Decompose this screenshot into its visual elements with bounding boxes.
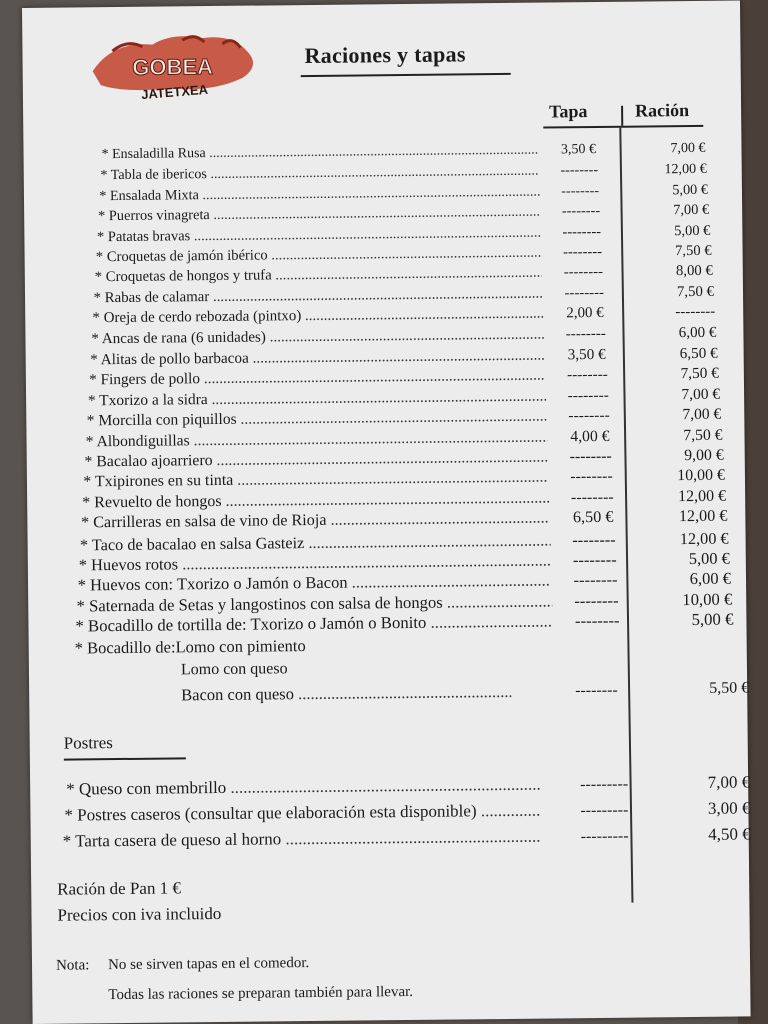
- menu-item-name: * Txipirones en su tinta .....: [83, 469, 548, 492]
- menu-item-name: * Saternada de Setas y langostinos con salsa de hongos .....: [76, 591, 552, 616]
- menu-item-tapa-price: --------: [561, 203, 601, 220]
- menu-item-tapa-price: --------: [574, 610, 620, 631]
- menu-item-racion-price: 7,00 €: [682, 405, 722, 424]
- bocadillo-racion: 5,50 €: [709, 679, 750, 697]
- postre-name: * Queso con membrillo .....: [66, 775, 540, 800]
- menu-item-racion-price: 5,00 €: [674, 222, 711, 239]
- menu-item-racion-price: 8,00 €: [675, 263, 713, 280]
- menu-item-name: * Fingers de pollo .....: [89, 367, 545, 390]
- postre-racion-price: 7,00 €: [707, 772, 751, 792]
- menu-item-tapa-price: --------: [574, 590, 619, 611]
- menu-item-tapa-price: --------: [565, 325, 606, 342]
- menu-item-tapa-price: --------: [563, 264, 604, 281]
- menu-item-racion-price: 7,50 €: [683, 426, 723, 444]
- postre-row: [66, 775, 540, 800]
- header-underline: [543, 125, 703, 128]
- menu-item-name: * Morcilla con piquillos .....: [87, 408, 547, 431]
- menu-item-tapa-price: 4,00 €: [570, 427, 610, 445]
- menu-item-racion-price: 12,00 €: [677, 487, 727, 505]
- logo-subtext: JATETXEA: [140, 81, 209, 103]
- menu-item-name: * Alitas de pollo barbacoa .....: [90, 347, 545, 370]
- menu-sheet: [22, 0, 751, 1023]
- logo-text: GOBEA: [132, 54, 214, 80]
- menu-item-tapa-price: --------: [570, 488, 614, 507]
- column-header-tapa: Tapa: [549, 101, 588, 122]
- menu-item-racion-price: 7,50 €: [675, 242, 712, 260]
- postre-racion-price: 3,00 €: [707, 798, 751, 818]
- menu-item-name: * Huevos rotos .....: [79, 550, 551, 575]
- menu-item-tapa-price: 3,50 €: [567, 345, 606, 364]
- postre-name: * Tarta casera de queso al horno .....: [63, 827, 541, 852]
- menu-item-name: * Ancas de rana (6 unidades) .....: [91, 326, 544, 348]
- nota-label: Nota:: [55, 957, 90, 974]
- menu-item-name: * Patatas bravas .....: [97, 224, 541, 246]
- menu-item-racion-price: 6,50 €: [679, 344, 718, 363]
- bocadillo-option-1: Lomo con pimiento: [175, 636, 306, 657]
- menu-item-tapa-price: --------: [566, 366, 608, 384]
- menu-item-tapa-price: --------: [562, 223, 602, 240]
- menu-item-name: * Oreja de cerdo rebozada (pintxo) .....: [92, 306, 543, 328]
- bocadillo-option-3: Bacon con queso .....: [181, 682, 511, 705]
- menu-item-racion-price: 6,00 €: [689, 568, 732, 589]
- bocadillo-label: * Bocadillo de:: [74, 637, 176, 658]
- postre-row: [64, 801, 540, 826]
- menu-item-name: * Puerros vinagreta .....: [98, 204, 540, 226]
- menu-item-racion-price: 7,00 €: [673, 202, 710, 219]
- bocadillo-tapa: --------: [575, 681, 618, 700]
- column-header-racion: Ración: [635, 100, 690, 121]
- menu-item-racion-price: 5,00 €: [691, 609, 734, 630]
- menu-item-tapa-price: --------: [563, 243, 603, 261]
- menu-item-name: * Taco de bacalao en salsa Gasteiz .....: [80, 530, 550, 555]
- menu-item-name: * Huevos con: Txorizo o Jamón o Bacon .....: [78, 571, 552, 596]
- menu-item-tapa-price: --------: [561, 182, 600, 200]
- menu-item-tapa-price: --------: [573, 570, 618, 590]
- menu-item-racion-price: 12,00 €: [678, 507, 728, 526]
- iva-note: Precios con iva incluido: [57, 903, 222, 925]
- menu-item-name: * Rabas de calamar .....: [94, 285, 543, 307]
- postres-underline: [64, 757, 186, 760]
- gobea-logo: [82, 25, 263, 107]
- menu-item-tapa-price: 2,00 €: [566, 305, 604, 322]
- postre-tapa-price: ---------: [580, 827, 629, 846]
- menu-item-racion-price: 5,00 €: [688, 548, 730, 569]
- menu-item-tapa-price: --------: [569, 447, 612, 466]
- menu-item-tapa-price: 3,50 €: [560, 141, 597, 158]
- menu-item-racion-price: 7,50 €: [676, 283, 715, 300]
- title-underline: [301, 73, 511, 77]
- menu-item-tapa-price: --------: [560, 162, 599, 179]
- postre-name: * Postres caseros (consultar que elaboración esta disponible) .....: [64, 801, 540, 826]
- menu-item-racion-price: 7,00 €: [681, 385, 721, 403]
- postre-tapa-price: ---------: [580, 775, 629, 794]
- postre-tapa-price: ---------: [580, 801, 629, 820]
- menu-item-name: * Bocadillo de tortilla de: Txorizo o Jamón o Bonito .....: [75, 612, 552, 637]
- menu-item-name: * Revuelto de hongos .....: [82, 489, 549, 512]
- menu-item-tapa-price: --------: [572, 529, 616, 549]
- menu-item-name: * Ensaladilla Rusa .....: [101, 143, 538, 164]
- menu-item-racion-price: 10,00 €: [677, 467, 726, 485]
- menu-item-name: * Bacalao ajoarriero .....: [84, 449, 547, 472]
- postre-row: [63, 827, 541, 852]
- menu-item-tapa-price: --------: [567, 386, 609, 405]
- nota-line-1: No se sirven tapas en el comedor.: [107, 955, 310, 974]
- menu-item-racion-price: 12,00 €: [679, 528, 729, 548]
- menu-item-tapa-price: --------: [568, 407, 610, 425]
- menu-item-racion-price: 5,00 €: [672, 181, 709, 198]
- menu-item-name: * Tabla de ibericos .....: [100, 163, 539, 185]
- menu-item-racion-price: 10,00 €: [682, 589, 733, 609]
- postre-racion-price: 4,50 €: [708, 824, 751, 844]
- bocadillo-row-3: [181, 682, 511, 705]
- menu-item-racion-price: 12,00 €: [664, 161, 707, 178]
- column-divider-top: [621, 106, 623, 126]
- menu-item-tapa-price: --------: [570, 468, 613, 486]
- menu-item-racion-price: --------: [675, 303, 716, 321]
- page-title: Raciones y tapas: [304, 41, 466, 69]
- postres-title: Postres: [63, 733, 113, 753]
- menu-item-row: [75, 612, 552, 637]
- bocadillo-row-1: [75, 633, 615, 659]
- menu-item-racion-price: 9,00 €: [684, 446, 724, 465]
- bocadillo-option-2: Lomo con queso: [180, 660, 288, 679]
- menu-item-name: * Carrilleras en salsa de vino de Rioja .....: [81, 510, 550, 533]
- menu-item-name: * Albondiguillas .....: [86, 428, 548, 451]
- menu-item-name: * Ensalada Mixta .....: [99, 183, 540, 205]
- pan-price: Ración de Pan 1 €: [57, 878, 182, 899]
- menu-item-racion-price: 6,00 €: [678, 324, 717, 341]
- menu-item-tapa-price: --------: [572, 549, 617, 570]
- menu-item-name: * Croquetas de hongos y trufa .....: [95, 265, 543, 287]
- menu-item-racion-price: 7,50 €: [680, 365, 719, 383]
- menu-item-tapa-price: --------: [564, 284, 605, 302]
- nota-line-2: Todas las raciones se preparan también para llevar.: [108, 983, 414, 1004]
- menu-item-racion-price: 7,00 €: [670, 140, 706, 157]
- menu-item-name: * Croquetas de jamón ibérico .....: [96, 245, 542, 267]
- menu-item-name: * Txorizo a la sidra .....: [88, 387, 546, 410]
- menu-item-tapa-price: 6,50 €: [572, 509, 614, 527]
